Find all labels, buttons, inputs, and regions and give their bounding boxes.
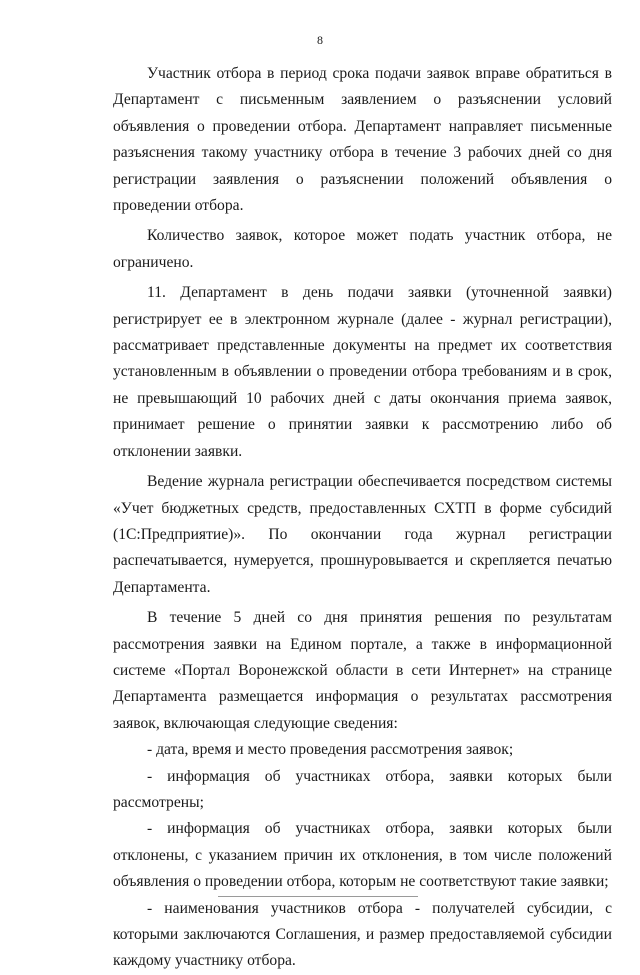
paragraph-clarification-request: Участник отбора в период срока подачи заявок вправе обратиться в Департамент с письменным заявлением о разъяснении условий объявления о проведении отбора. Департамент направляет письменные разъяснения такому участнику отбора в течение 3 рабочих дней со дня регистрации заявления о разъяснении положений объявления о проведении отбора. (113, 65, 612, 215)
page-number: 8 (317, 33, 323, 47)
paragraph-item-11-registration: 11. Департамент в день подачи заявки (уточненной заявки) регистрирует ее в электронном журнале (далее - журнал регистрации), рассматривает представленные документы на предмет их соответствия установленным в объявлении о проведении отбора требованиям и в срок, не превышающий 10 рабочих дней с даты окончания приема заявок, принимает решение о принятии заявки к рассмотрению либо об отклонении заявки. (113, 284, 612, 460)
paragraph-registration-journal: Ведение журнала регистрации обеспечивается посредством системы «Учет бюджетных средств, предоставленных СХТП в форме субсидий (1С:Предприятие)». По окончании года журнал регистрации распечатывается, нумеруется, прошнуровывается и скрепляется печатью Департамента. (113, 473, 612, 596)
list-item-rejected-participants: - информация об участниках отбора, заявки которых были отклонены, с указанием причин их отклонения, в том числе положений объявления о проведении отбора, которым не соответствуют такие заявки; (113, 820, 612, 891)
paragraph-results-publication: В течение 5 дней со дня принятия решения по результатам рассмотрения заявки на Едином портале, а также в информационной системе «Портал Воронежской области в сети Интернет» на странице Департамента размещается информация о результатах рассмотрения заявок, включающая следующие сведения: (113, 609, 612, 732)
list-item-date-time-place: - дата, время и место проведения рассмотрения заявок; (147, 741, 514, 759)
bottom-divider (218, 896, 418, 897)
list-item-subsidy-recipients: - наименования участников отбора - получателей субсидии, с которыми заключаются Соглашения, и размер предоставляемой субсидии каждому участнику отбора. (113, 899, 612, 970)
list-item-reviewed-participants: - информация об участниках отбора, заявки которых были рассмотрены; (113, 767, 612, 811)
document-body (113, 61, 612, 975)
paragraph-application-count: Количество заявок, которое может подать участник отбора, не ограничено. (113, 227, 612, 271)
